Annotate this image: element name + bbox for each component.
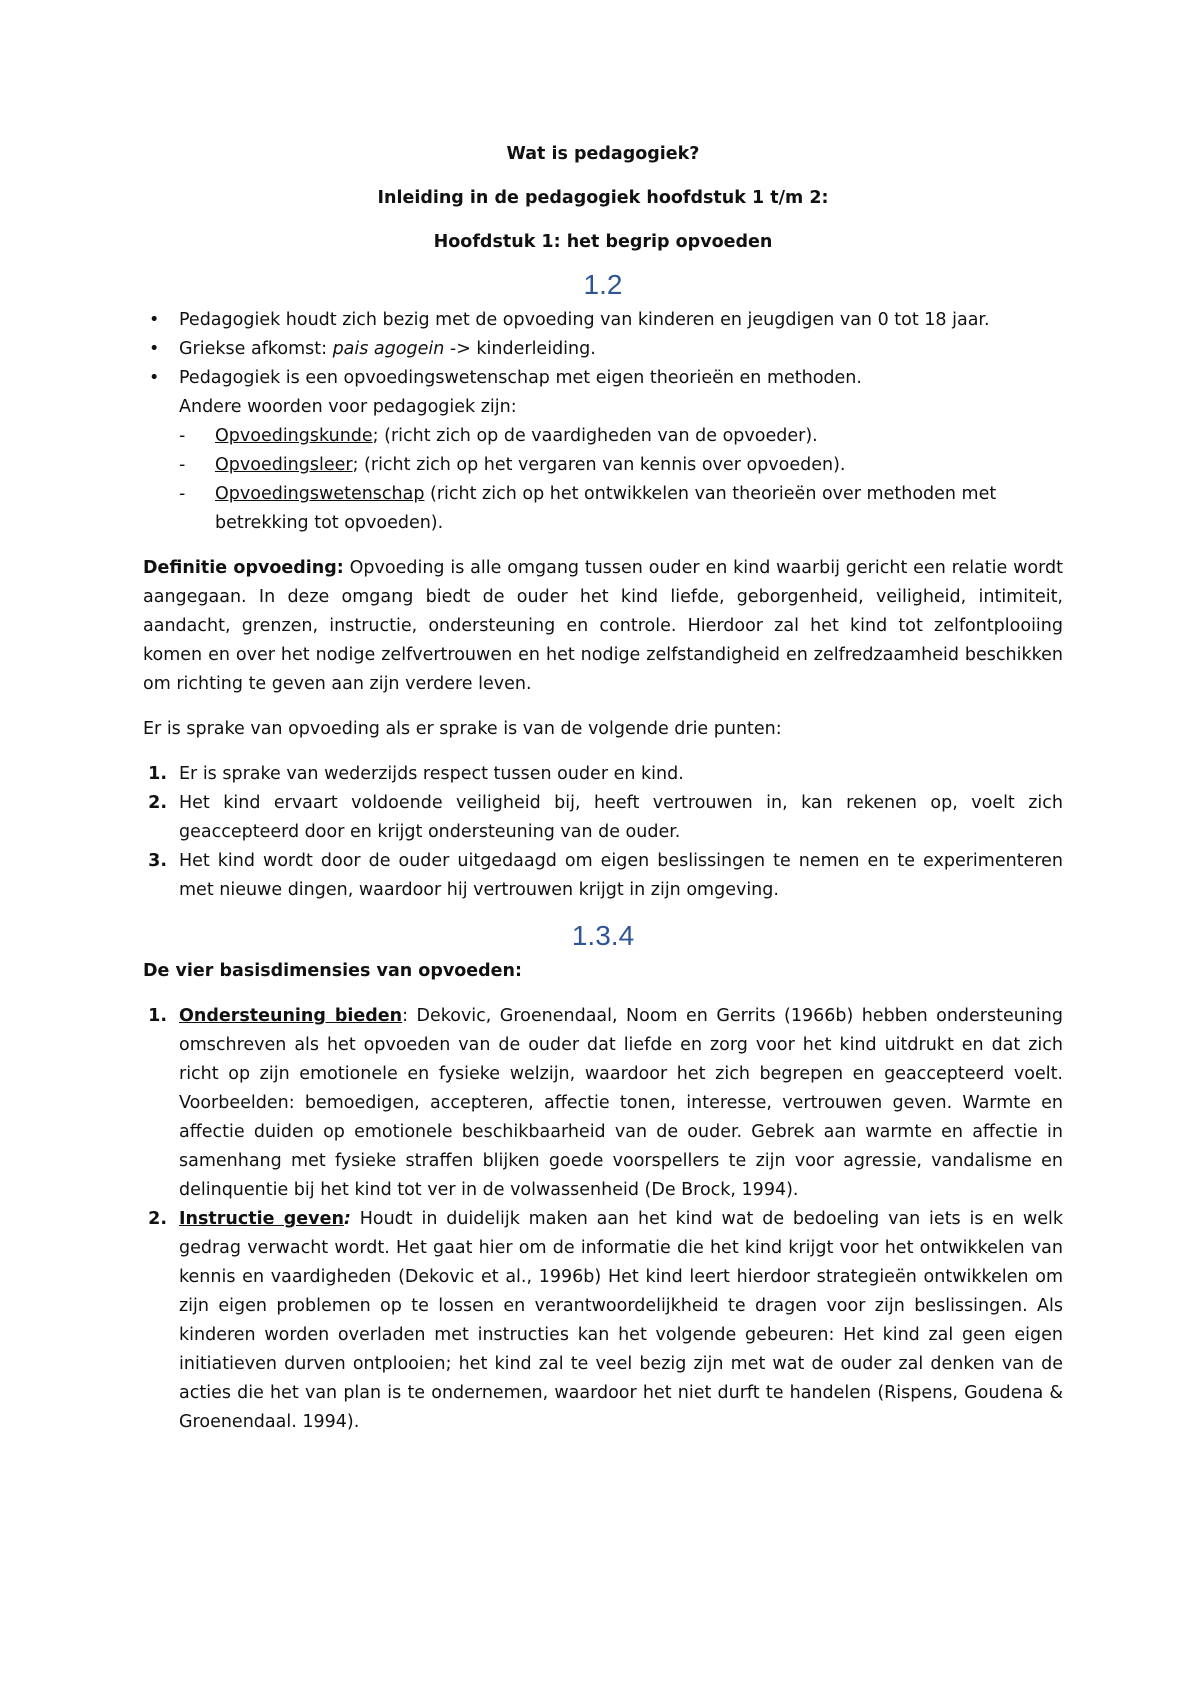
point-text: Er is sprake van wederzijds respect tussen ouder en kind. bbox=[179, 764, 684, 784]
dimension-term: Ondersteuning bieden bbox=[179, 1006, 403, 1026]
bullet-icon: • bbox=[149, 339, 160, 359]
list-item bbox=[143, 1205, 1063, 1437]
bullet-icon: • bbox=[149, 310, 160, 330]
list-item bbox=[143, 847, 1063, 905]
definition-paragraph bbox=[143, 554, 1063, 699]
list-number: 2. bbox=[148, 793, 167, 813]
list-item bbox=[143, 364, 1063, 393]
dimension-sep: : bbox=[343, 1209, 351, 1229]
dash-marker: - bbox=[179, 455, 186, 475]
term-description: ; (richt zich op het vergaren van kennis over opvoeden). bbox=[352, 455, 846, 475]
list-item bbox=[179, 480, 1063, 538]
list-item bbox=[143, 335, 1063, 364]
definition-text: Opvoeding is alle omgang tussen ouder en kind waarbij gericht een relatie wordt aangegaan. In deze omgang biedt de ouder het kind liefde, geborgenheid, veiligheid, intimiteit, aandacht, grenzen, instructie, ondersteuning en controle. Hierdoor zal het kind tot zelfontplooiing komen en over het nodige zelfvertrouwen en het nodige zelfstandigheid en zelfredzaamheid beschikken om richting te geven aan zijn verdere leven. bbox=[143, 558, 1063, 694]
points-list bbox=[143, 760, 1063, 905]
term: Opvoedingswetenschap bbox=[215, 484, 425, 504]
document-title: Wat is pedagogiek? bbox=[506, 144, 700, 164]
dash-marker: - bbox=[179, 484, 186, 504]
term: Opvoedingskunde bbox=[215, 426, 373, 446]
chapter-heading: Hoofdstuk 1: het begrip opvoeden bbox=[433, 232, 773, 252]
point-text: Het kind wordt door de ouder uitgedaagd om eigen beslissingen te nemen en te experimenteren met nieuwe dingen, waardoor hij vertrouwen krijgt in zijn omgeving. bbox=[179, 851, 1063, 900]
document-subtitle: Inleiding in de pedagogiek hoofdstuk 1 t/m 2: bbox=[377, 188, 829, 208]
dimension-term: Instructie geven bbox=[179, 1209, 344, 1229]
dimension-text: Dekovic, Groenendaal, Noom en Gerrits (1966b) hebben ondersteuning omschreven als het opvoeden van de ouder dat liefde en zorg voor het kind uitdrukt en dat zich richt op zijn emotionele en fysieke welzijn, waardoor het zich begrepen en geaccepteerd voelt. Voorbeelden: bemoedigen, accepteren, affectie tonen, interesse, vertrouwen geven. Warmte en affectie duiden op emotionele beschikbaarheid van de ouder. Gebrek aan warmte en affectie in samenhang met fysieke straffen blijken goede voorspellers te zijn voor agressie, vandalisme en delinquentie bij het kind tot ver in de volwassenheid (De Brock, 1994). bbox=[179, 1006, 1063, 1200]
list-number: 1. bbox=[148, 764, 167, 784]
greek-term: pais agogein bbox=[332, 339, 445, 359]
section-number-1-2: 1.2 bbox=[583, 269, 623, 300]
basic-dimensions-list bbox=[143, 1002, 1063, 1437]
dimension-text: Houdt in duidelijk maken aan het kind wat de bedoeling van iets is en welk gedrag verwacht wordt. Het gaat hier om de informatie die het kind krijgt voor het ontwikkelen van kennis en vaardigheden (Dekovic et al., 1996b) Het kind leert hierdoor strategieën ontwikkelen om zijn eigen problemen op te lossen en verantwoordelijkheid te dragen voor zijn beslissingen. Als kinderen worden overladen met instructies kan het volgende gebeuren: Het kind zal geen eigen initiatieven durven ontplooien; het kind zal te veel bezig zijn met wat de ouder zal denken van de acties die het van plan is te ondernemen, waardoor het niet durft te handelen (Rispens, Goudena & Groenendaal. 1994). bbox=[179, 1209, 1064, 1432]
points-intro: Er is sprake van opvoeding als er sprake is van de volgende drie punten: bbox=[143, 719, 782, 739]
definition-label: Definitie opvoeding: bbox=[143, 558, 344, 578]
list-number: 1. bbox=[148, 1006, 167, 1026]
point-text: Het kind ervaart voldoende veiligheid bij, heeft vertrouwen in, kan rekenen op, voelt zich geaccepteerd door en krijgt ondersteuning van de ouder. bbox=[179, 793, 1063, 842]
list-item bbox=[179, 422, 1063, 451]
intro-bullet-list bbox=[143, 306, 1063, 393]
list-item bbox=[143, 1002, 1063, 1205]
bullet-text: Pedagogiek houdt zich bezig met de opvoeding van kinderen en jeugdigen van 0 tot 18 jaar. bbox=[179, 310, 990, 330]
bullet-text: Griekse afkomst: bbox=[179, 339, 333, 359]
other-words-intro: Andere woorden voor pedagogiek zijn: bbox=[179, 397, 517, 417]
list-item bbox=[179, 451, 1063, 480]
bullet-text: Pedagogiek is een opvoedingswetenschap met eigen theorieën en methoden. bbox=[179, 368, 862, 388]
list-number: 3. bbox=[148, 851, 167, 871]
bullet-icon: • bbox=[149, 368, 160, 388]
list-item bbox=[143, 789, 1063, 847]
list-item bbox=[143, 760, 1063, 789]
bullet-text: -> kinderleiding. bbox=[444, 339, 596, 359]
list-item bbox=[143, 306, 1063, 335]
list-number: 2. bbox=[148, 1209, 167, 1229]
dimension-sep: : bbox=[402, 1006, 409, 1026]
term: Opvoedingsleer bbox=[215, 455, 353, 475]
section-number-1-3-4: 1.3.4 bbox=[571, 920, 635, 951]
section-heading: De vier basisdimensies van opvoeden: bbox=[143, 961, 523, 981]
term-description: ; (richt zich op de vaardigheden van de opvoeder). bbox=[372, 426, 818, 446]
term-description: (richt zich op het ontwikkelen van theorieën over methoden met betrekking tot opvoeden). bbox=[215, 484, 997, 533]
dash-marker: - bbox=[179, 426, 186, 446]
other-words-list bbox=[143, 422, 1063, 538]
